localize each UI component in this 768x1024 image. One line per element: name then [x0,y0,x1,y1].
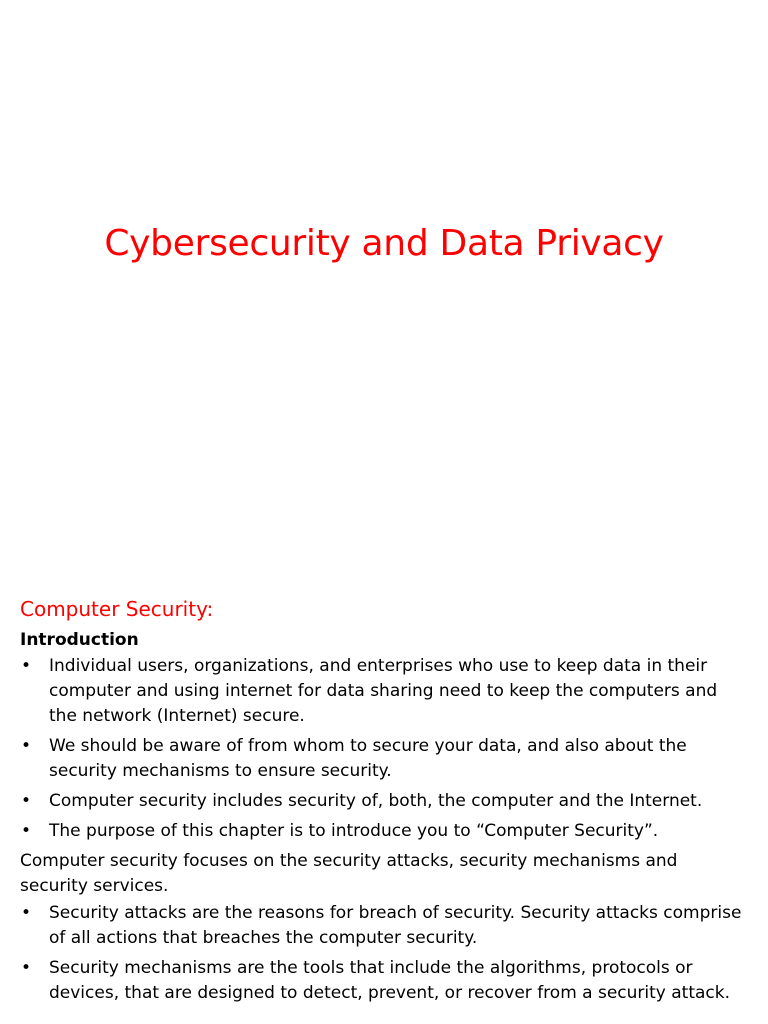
bullet-icon: • [20,736,32,756]
list-item [20,956,750,1006]
bullet-icon: • [20,958,32,978]
content-section [20,592,750,1011]
bullet-icon: • [20,656,32,676]
list-item-text: Individual users, organizations, and enterprises who use to keep data in their computer and using internet for data sharing need to keep the computers and the network (Internet) secure. [49,656,718,726]
subheading: Introduction [20,630,139,650]
list-item [20,789,750,814]
section-heading: Computer Security: [20,597,214,621]
list-item-text: We should be aware of from whom to secure your data, and also about the security mechanisms to ensure security. [49,736,687,781]
list-item [20,901,750,951]
body-paragraph: Computer security focuses on the security attacks, security mechanisms and security services. [20,851,678,896]
list-item [20,819,750,844]
list-item-text: Security mechanisms are the tools that include the algorithms, protocols or devices, that are designed to detect, prevent, or recover from a security attack. [49,958,731,1003]
bullet-icon: • [20,903,32,923]
focus-bullet-list [20,901,750,1006]
list-item [20,654,750,729]
bullet-icon: • [20,821,32,841]
list-item [20,734,750,784]
intro-bullet-list [20,654,750,844]
list-item-text: The purpose of this chapter is to introduce you to “Computer Security”. [49,821,659,841]
slide-title: Cybersecurity and Data Privacy [104,223,664,264]
list-item-text: Computer security includes security of, both, the computer and the Internet. [49,791,703,811]
list-item-text: Security attacks are the reasons for breach of security. Security attacks comprise of all actions that breaches the computer security. [49,903,742,948]
bullet-icon: • [20,791,32,811]
